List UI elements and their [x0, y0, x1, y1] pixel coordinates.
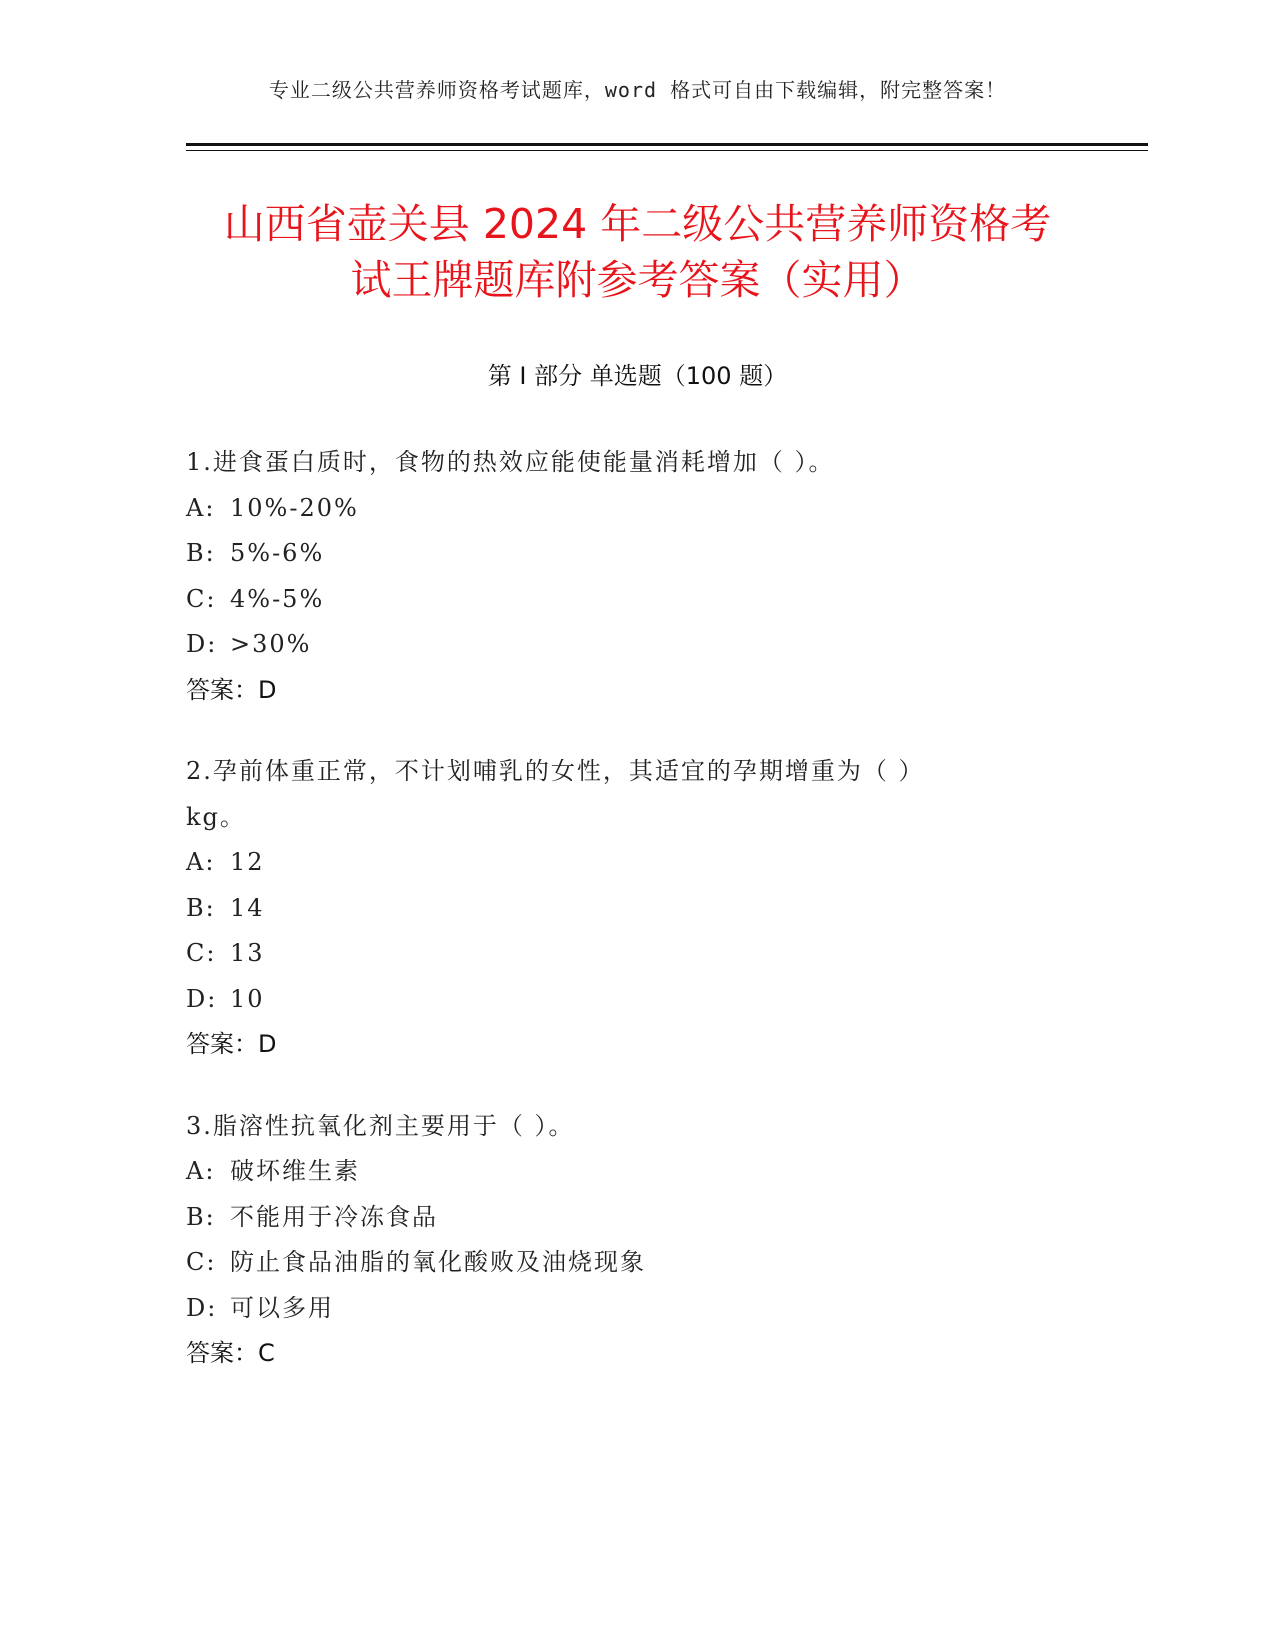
- option-text: 防止食品油脂的氧化酸败及油烧现象: [230, 1248, 646, 1276]
- question-stem-continued: kg。: [186, 802, 246, 831]
- question-stem: 1.进食蛋白质时，食物的热效应能使能量消耗增加（ ）。: [186, 448, 835, 476]
- option-text: 5%-6%: [230, 539, 325, 567]
- option-label: A:: [186, 1157, 216, 1185]
- option-text: 10%-20%: [230, 493, 359, 522]
- question-stem: 2.孕前体重正常，不计划哺乳的女性，其适宜的孕期增重为（ ）: [186, 757, 925, 785]
- header-rule-thin: [186, 150, 1148, 151]
- option-label: D:: [186, 984, 218, 1013]
- question-list: [186, 440, 1086, 1413]
- option-text: 不能用于冷冻食品: [230, 1202, 438, 1231]
- question-3: [186, 1104, 1086, 1377]
- option-text: 可以多用: [230, 1293, 334, 1322]
- option-b: [186, 1195, 1086, 1241]
- document-title: [150, 196, 1125, 308]
- answer: 答案：D: [186, 675, 277, 704]
- option-text: 12: [230, 848, 265, 876]
- option-label: D:: [186, 1293, 218, 1322]
- option-a: [186, 840, 1086, 886]
- answer: 答案：D: [186, 1030, 277, 1058]
- option-c: [186, 1240, 1086, 1286]
- question-1: [186, 440, 1086, 713]
- option-d: [186, 1286, 1086, 1332]
- option-a: [186, 486, 1086, 532]
- option-label: B:: [186, 1202, 216, 1231]
- option-d: [186, 977, 1086, 1023]
- question-2: [186, 749, 1086, 1068]
- option-c: [186, 577, 1086, 623]
- option-d: [186, 622, 1086, 668]
- answer: 答案：C: [186, 1339, 275, 1367]
- option-text: >30%: [230, 630, 312, 658]
- option-label: A:: [186, 493, 216, 522]
- option-text: 4%-5%: [230, 584, 325, 613]
- option-label: C:: [186, 1248, 217, 1276]
- option-text: 10: [230, 984, 265, 1013]
- option-c: [186, 931, 1086, 977]
- option-label: A:: [186, 848, 216, 876]
- option-text: 14: [230, 893, 265, 922]
- header-note: 专业二级公共营养师资格考试题库，word 格式可自由下载编辑，附完整答案！: [268, 78, 1007, 102]
- option-label: D:: [186, 630, 218, 658]
- section-title: 第 I 部分 单选题（100 题）: [487, 362, 788, 390]
- option-text: 13: [230, 939, 265, 967]
- option-label: C:: [186, 584, 217, 613]
- option-b: [186, 886, 1086, 932]
- option-label: B:: [186, 893, 216, 922]
- question-stem: 3.脂溶性抗氧化剂主要用于（ ）。: [186, 1111, 575, 1140]
- option-a: [186, 1149, 1086, 1195]
- option-b: [186, 531, 1086, 577]
- option-label: B:: [186, 539, 216, 567]
- option-text: 破坏维生素: [230, 1157, 360, 1185]
- header-rule-thick: [186, 143, 1148, 146]
- document-title-line-2: 试王牌题库附参考答案（实用）: [350, 256, 925, 304]
- option-label: C:: [186, 939, 217, 967]
- document-title-line-1: 山西省壶关县 2024 年二级公共营养师资格考: [223, 200, 1052, 248]
